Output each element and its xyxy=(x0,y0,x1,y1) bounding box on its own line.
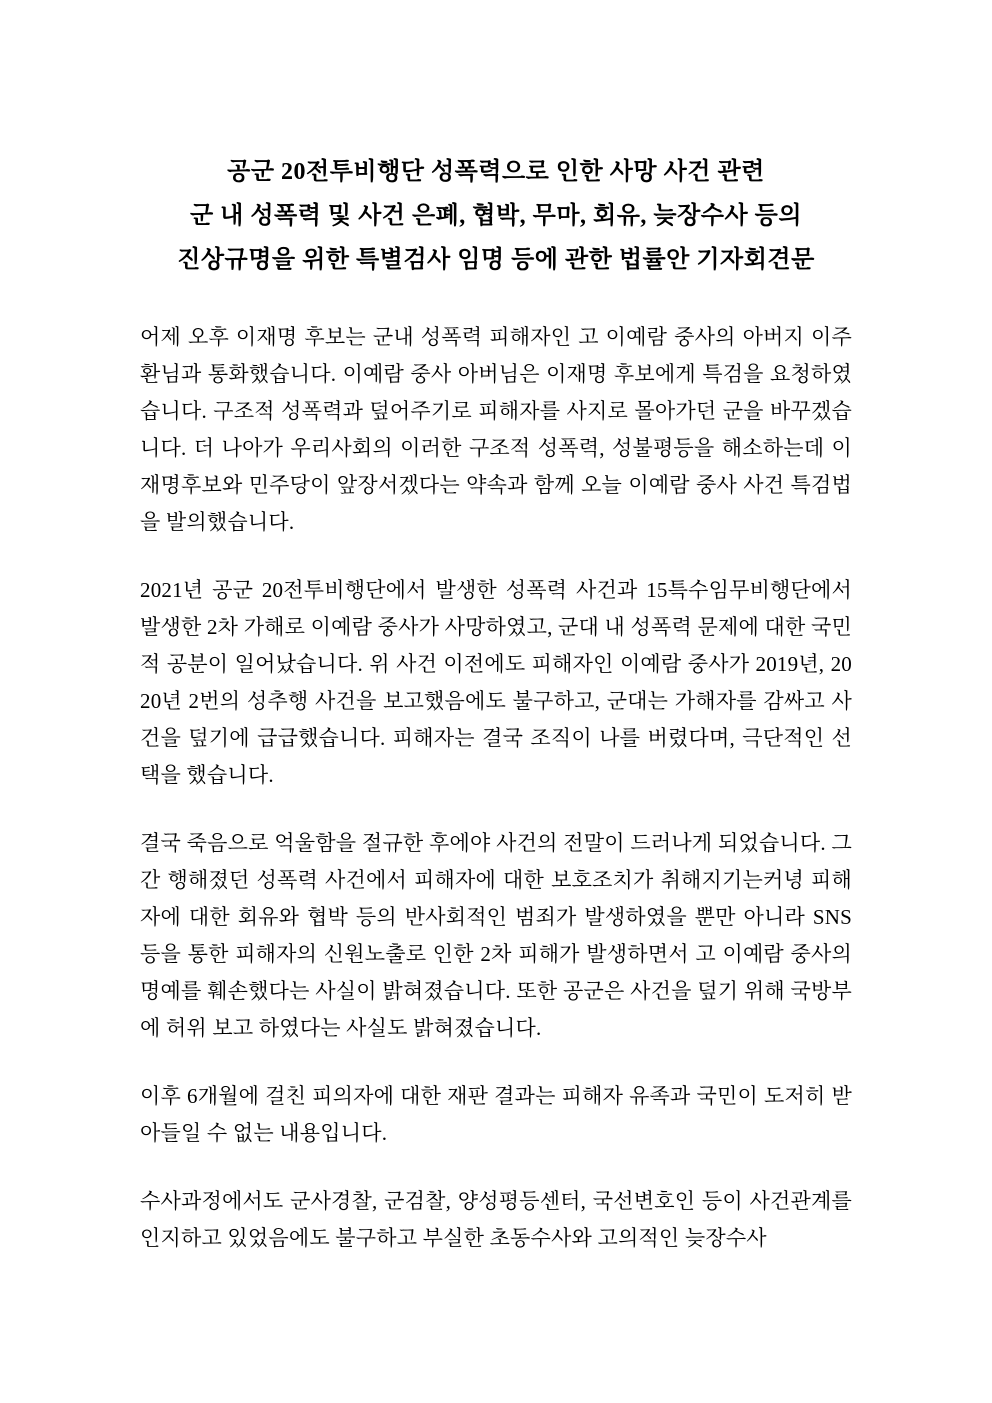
title-line-3: 진상규명을 위한 특별검사 임명 등에 관한 법률안 기자회견문 xyxy=(177,247,815,273)
title-line-1: 공군 20전투비행단 성폭력으로 인한 사망 사건 관련 xyxy=(227,159,765,185)
document-title xyxy=(140,150,852,282)
document-body xyxy=(140,319,852,1257)
body-paragraph-3: 결국 죽음으로 억울함을 절규한 후에야 사건의 전말이 드러나게 되었습니다. 그간 행해졌던 성폭력 사건에서 피해자에 대한 보호조치가 취해지기는커녕 피해자에 대한 회유와 협박 등의 반사회적인 범죄가 발생하였을 뿐만 아니라 SNS 등을 통한 피해자의 신원노출로 인한 2차 피해가 발생하면서 고 이예람 중사의 명예를 훼손했다는 사실이 밝혀졌습니다. 또한 공군은 사건을 덮기 위해 국방부에 허위 보고 하였다는 사실도 밝혀졌습니다. xyxy=(140,831,852,1040)
title-line-2: 군 내 성폭력 및 사건 은폐, 협박, 무마, 회유, 늦장수사 등의 xyxy=(189,203,803,229)
body-paragraph-2: 2021년 공군 20전투비행단에서 발생한 성폭력 사건과 15특수임무비행단에서 발생한 2차 가해로 이예람 중사가 사망하였고, 군대 내 성폭력 문제에 대한 국민적 공분이 일어났습니다. 위 사건 이전에도 피해자인 이예람 중사가 2019년, 2020년 2번의 성추행 사건을 보고했음에도 불구하고, 군대는 가해자를 감싸고 사건을 덮기에 급급했습니다. 피해자는 결국 조직이 나를 버렸다며, 극단적인 선택을 했습니다. xyxy=(140,578,852,787)
body-paragraph-4: 이후 6개월에 걸친 피의자에 대한 재판 결과는 피해자 유족과 국민이 도저히 받아들일 수 없는 내용입니다. xyxy=(140,1084,852,1145)
body-paragraph-5: 수사과정에서도 군사경찰, 군검찰, 양성평등센터, 국선변호인 등이 사건관계를 인지하고 있었음에도 불구하고 부실한 초동수사와 고의적인 늦장수사 xyxy=(140,1189,852,1250)
body-paragraph-1: 어제 오후 이재명 후보는 군내 성폭력 피해자인 고 이예람 중사의 아버지 이주환님과 통화했습니다. 이예람 중사 아버님은 이재명 후보에게 특검을 요청하였습니다. 구조적 성폭력과 덮어주기로 피해자를 사지로 몰아가던 군을 바꾸겠습니다. 더 나아가 우리사회의 이러한 구조적 성폭력, 성불평등을 해소하는데 이재명후보와 민주당이 앞장서겠다는 약속과 함께 오늘 이예람 중사 사건 특검법을 발의했습니다. xyxy=(140,325,852,534)
